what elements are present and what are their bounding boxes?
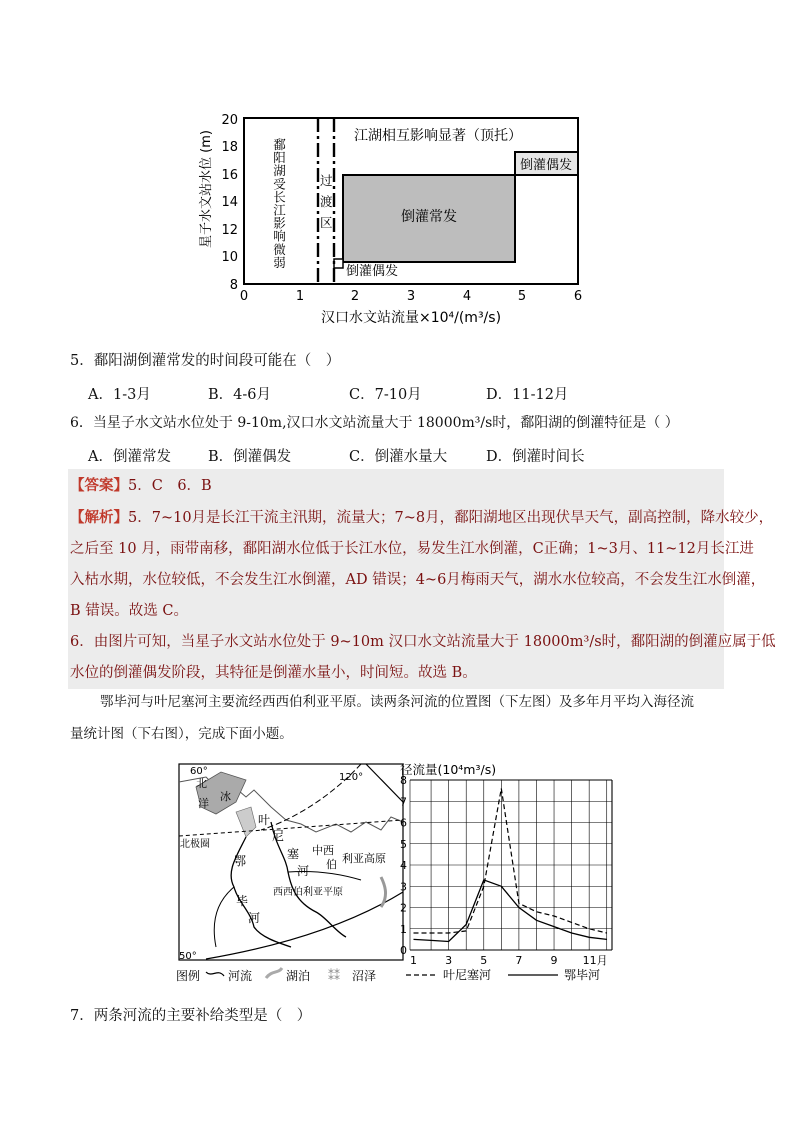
y-tick: 16 bbox=[221, 168, 238, 183]
analysis-line-4: B 错误。故选 C。 bbox=[70, 603, 188, 619]
question-5-option-b: B．4-6月 bbox=[208, 387, 272, 403]
answer-line bbox=[70, 476, 212, 496]
analysis-line-2: 之后至 10 月，雨带南移，鄱阳湖水位低于长江水位，易发生江水倒灌，C正确；1~3月、11~12月长江进 bbox=[70, 541, 754, 557]
runoff-x-tick: 7 bbox=[515, 954, 523, 967]
ob-label-2: 毕 bbox=[236, 894, 249, 908]
occasional-backflow-bottom-box bbox=[334, 259, 343, 268]
yenisei-label-2: 尼 bbox=[272, 829, 285, 843]
x-tick: 1 bbox=[295, 289, 305, 304]
runoff-y-tick: 8 bbox=[400, 774, 407, 787]
intro-paragraph bbox=[70, 686, 694, 750]
legend-lake-label: 湖泊 bbox=[286, 969, 311, 983]
analysis-block bbox=[70, 502, 776, 689]
answer-text: 5．C 6．B bbox=[128, 478, 212, 494]
ocean-label-1: 北 bbox=[196, 777, 207, 790]
runoff-y-tick: 0 bbox=[400, 944, 407, 957]
intro-line-1: 鄂毕河与叶尼塞河主要流经西西伯利亚平原。读两条河流的位置图（下左图）及多年月平均入海径流 bbox=[100, 694, 694, 710]
left-region-label: 鄱阳湖受长江影响微弱 bbox=[271, 138, 287, 269]
transition-label-1: 过 bbox=[320, 173, 333, 188]
lake-backflow-diagram bbox=[190, 108, 600, 330]
yenisei-runoff-line bbox=[414, 789, 607, 934]
occasional-backflow-top-label: 倒灌偶发 bbox=[519, 158, 573, 173]
y-tick: 12 bbox=[221, 223, 238, 238]
intro-line-2: 量统计图（下右图），完成下面小题。 bbox=[70, 726, 293, 742]
ocean-label-2: 冰 bbox=[220, 790, 231, 803]
question-5-option-d: D．11-12月 bbox=[486, 387, 569, 403]
question-7-stem: 7．两条河流的主要补给类型是（ ） bbox=[70, 1008, 312, 1024]
question-6-option-b: B．倒灌偶发 bbox=[208, 449, 292, 465]
runoff-y-tick: 6 bbox=[400, 816, 407, 830]
legend-lake-icon bbox=[266, 968, 282, 978]
ob-label-3: 河 bbox=[248, 911, 261, 925]
yenisei-label-3: 塞 bbox=[287, 847, 300, 861]
analysis-tag: 【解析】 bbox=[70, 509, 128, 526]
question-5-option-c: C．7-10月 bbox=[349, 387, 422, 403]
runoff-y-tick: 4 bbox=[400, 859, 407, 872]
x-tick: 0 bbox=[239, 289, 249, 304]
y-tick: 10 bbox=[221, 250, 238, 265]
runoff-grid bbox=[410, 780, 612, 950]
analysis-line-5: 6．由图片可知，当星子水文站水位处于 9~10m 汉口水文站流量大于 18000m³/s时，鄱阳湖的倒灌应属于低 bbox=[70, 634, 776, 650]
runoff-x-ticks bbox=[410, 954, 608, 967]
runoff-y-ticks bbox=[400, 774, 407, 957]
x-tick: 5 bbox=[517, 289, 527, 304]
analysis-line-3: 入枯水期，水位较低，不会发生江水倒灌，AD 错误；4~6月梅雨天气，湖水水位较高，不会发生江水倒灌， bbox=[70, 572, 766, 588]
runoff-y-tick: 1 bbox=[400, 922, 407, 936]
legend-swamp-label: 沼泽 bbox=[352, 969, 377, 983]
answer-tag: 【答案】 bbox=[70, 477, 128, 494]
y-tick: 14 bbox=[221, 195, 238, 210]
lat-50-label: 50° bbox=[179, 951, 197, 962]
x-tick: 4 bbox=[462, 289, 472, 304]
runoff-x-tick: 9 bbox=[550, 954, 558, 967]
legend-swamp-icon: ⁑⁑ bbox=[328, 969, 340, 983]
x-ticks bbox=[240, 289, 582, 304]
x-tick: 3 bbox=[406, 289, 416, 304]
question-6-option-d: D．倒灌时间长 bbox=[486, 449, 585, 465]
frequent-backflow-label: 倒灌常发 bbox=[401, 209, 457, 225]
occasional-backflow-bottom-label: 倒灌偶发 bbox=[346, 264, 399, 279]
x-axis-label: 汉口水文站流量×10⁴/(m³/s) bbox=[320, 310, 502, 326]
legend-yenisei-label: 叶尼塞河 bbox=[443, 968, 492, 982]
analysis-line-1 bbox=[70, 502, 774, 534]
x-tick: 6 bbox=[573, 289, 583, 304]
question-5-stem: 5．鄱阳湖倒灌常发的时间段可能在（ ） bbox=[70, 353, 341, 369]
runoff-x-tick: 3 bbox=[445, 954, 453, 967]
question-6-stem: 6．当星子水文站水位处于 9-10m,汉口水文站流量大于 18000m³/s时，鄱阳湖的倒灌特征是（ ） bbox=[70, 415, 679, 431]
legend-ob-label: 鄂毕河 bbox=[564, 968, 601, 982]
runoff-line-chart bbox=[398, 760, 618, 988]
ob-runoff-line bbox=[414, 880, 607, 942]
runoff-x-tick: 11月 bbox=[582, 954, 608, 967]
y-ticks bbox=[221, 113, 238, 293]
runoff-x-tick: 1 bbox=[410, 954, 418, 967]
question-5-option-a: A．1-3月 bbox=[88, 387, 151, 403]
lon-120-label: 120° bbox=[339, 772, 364, 783]
plain-label: 西西伯利亚平原 bbox=[273, 887, 343, 898]
plateau-label-2: 伯 bbox=[326, 858, 337, 871]
analysis-text: 5．7~10月是长江干流主汛期，流量大；7~8月，鄱阳湖地区出现伏旱天气，副高控制，降水较少， bbox=[128, 510, 774, 526]
arctic-circle-label: 北极圈 bbox=[180, 839, 210, 850]
analysis-line-6: 水位的倒灌偶发阶段，其特征是倒灌水量小，时间短。故选 B。 bbox=[70, 665, 477, 681]
runoff-y-tick: 5 bbox=[400, 837, 407, 851]
x-tick: 2 bbox=[350, 289, 360, 304]
ocean-label-3: 洋 bbox=[198, 797, 209, 810]
transition-label-3: 区 bbox=[320, 215, 333, 230]
river-location-map bbox=[176, 762, 406, 986]
transition-label-2: 渡 bbox=[320, 194, 333, 209]
question-6-option-c: C．倒灌水量大 bbox=[349, 449, 448, 465]
legend-title: 图例 bbox=[176, 969, 201, 983]
y-tick: 20 bbox=[221, 113, 238, 128]
plateau-label-3: 利亚高原 bbox=[342, 852, 386, 865]
legend-river-label: 河流 bbox=[228, 969, 253, 983]
lat-60-label: 60° bbox=[190, 766, 208, 777]
yenisei-label-1: 叶 bbox=[258, 813, 271, 827]
y-tick: 18 bbox=[221, 140, 238, 155]
y-tick: 8 bbox=[229, 278, 238, 293]
runoff-y-tick: 7 bbox=[400, 795, 407, 809]
runoff-y-tick: 3 bbox=[400, 880, 407, 894]
yenisei-label-4: 河 bbox=[297, 864, 310, 878]
runoff-y-tick: 2 bbox=[400, 901, 407, 915]
legend-river-icon bbox=[206, 972, 224, 976]
plateau-label-1: 中西 bbox=[312, 844, 334, 857]
top-region-label: 江湖相互影响显著（顶托） bbox=[354, 128, 522, 144]
runoff-chart-title: 径流量(10⁴m³/s) bbox=[400, 762, 497, 777]
runoff-x-tick: 5 bbox=[480, 954, 488, 967]
y-axis-label: 星子水文站水位 (m) bbox=[199, 130, 214, 248]
question-6-option-a: A．倒灌常发 bbox=[88, 449, 171, 465]
ob-label-1: 鄂 bbox=[234, 854, 247, 868]
